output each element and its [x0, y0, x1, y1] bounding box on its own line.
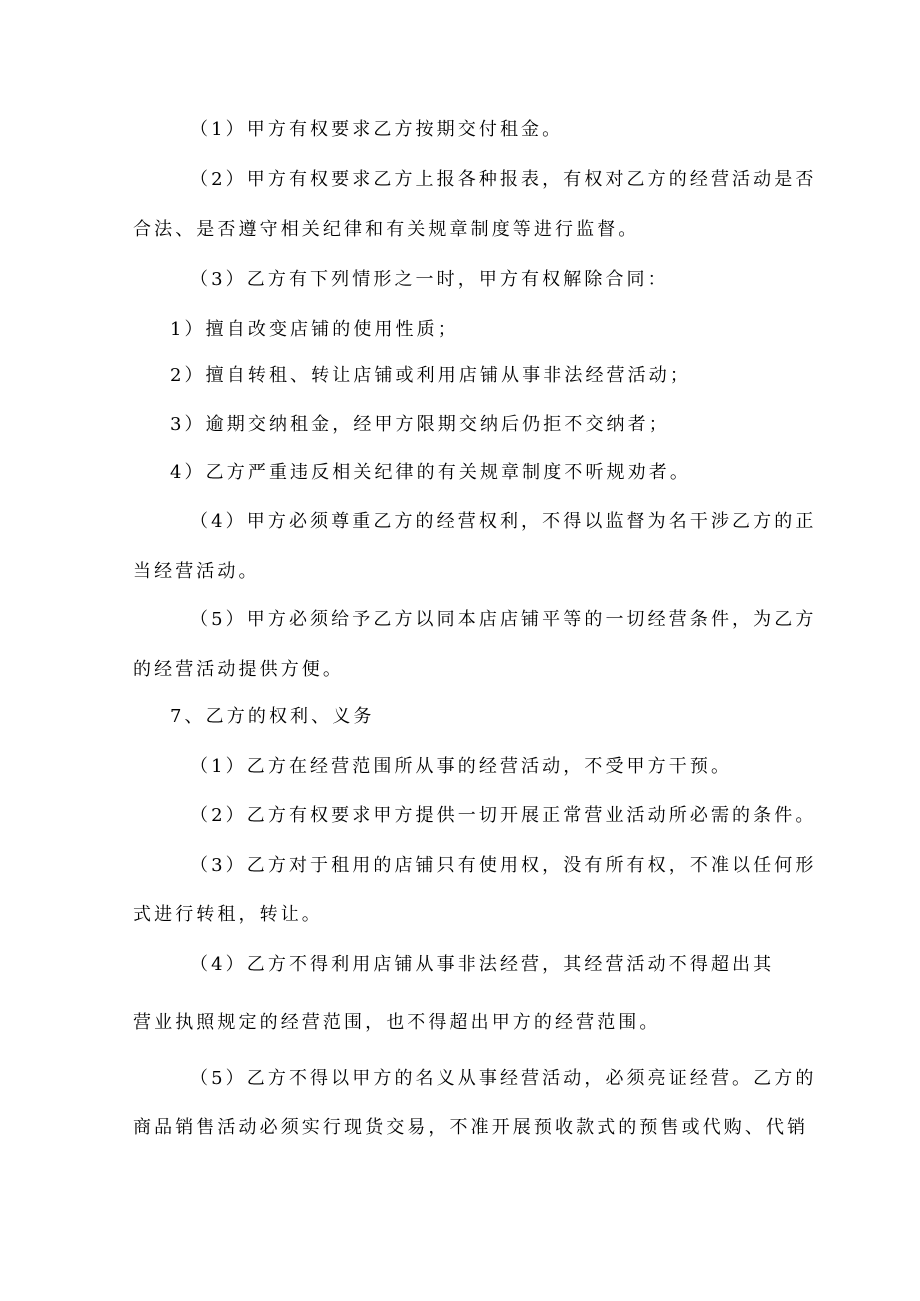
clause-a4-line1: （4）甲方必须尊重乙方的经营权利，不得以监督为名干涉乙方的正 [190, 511, 817, 532]
clause-b1: （1）乙方在经营范围所从事的经营活动，不受甲方干预。 [190, 756, 733, 777]
clause-b5-line2: 商品销售活动必须实行现货交易，不准开展预收款式的预售或代购、代销 [133, 1117, 809, 1138]
clause-a2-line1: （2）甲方有权要求乙方上报各种报表，有权对乙方的经营活动是否 [190, 169, 817, 190]
clause-b5-line1: （5）乙方不得以甲方的名义从事经营活动，必须亮证经营。乙方的 [190, 1068, 817, 1089]
sub-item-2: 2）擅自转租、转让店铺或利用店铺从事非法经营活动； [170, 365, 691, 386]
clause-a2-line2: 合法、是否遵守相关纪律和有关规章制度等进行监督。 [133, 219, 640, 240]
sub-item-3: 3）逾期交纳租金，经甲方限期交纳后仍拒不交纳者； [170, 414, 670, 435]
clause-a3: （3）乙方有下列情形之一时，甲方有权解除合同： [190, 269, 669, 290]
clause-a5-line1: （5）甲方必须给予乙方以同本店店铺平等的一切经营条件，为乙方 [190, 609, 817, 630]
clause-a1: （1）甲方有权要求乙方按期交付租金。 [190, 119, 564, 140]
clause-a4-line2: 当经营活动。 [133, 561, 260, 582]
clause-b4-line2: 营业执照规定的经营范围，也不得超出甲方的经营范围。 [133, 1012, 661, 1033]
clause-b3-line2: 式进行转租，转让。 [133, 904, 323, 925]
sub-item-1: 1）擅自改变店铺的使用性质； [170, 319, 459, 340]
clause-a5-line2: 的经营活动提供方便。 [133, 659, 344, 680]
clause-b4-line1: （4）乙方不得利用店铺从事非法经营，其经营活动不得超出其 [190, 954, 775, 975]
clause-b3-line1: （3）乙方对于租用的店铺只有使用权，没有所有权，不准以任何形 [190, 855, 817, 876]
sub-item-4: 4）乙方严重违反相关纪律的有关规章制度不听规劝者。 [170, 462, 691, 483]
section-heading-7: 7、乙方的权利、义务 [170, 706, 375, 727]
clause-b2: （2）乙方有权要求甲方提供一切开展正常营业活动所必需的条件。 [190, 805, 817, 826]
